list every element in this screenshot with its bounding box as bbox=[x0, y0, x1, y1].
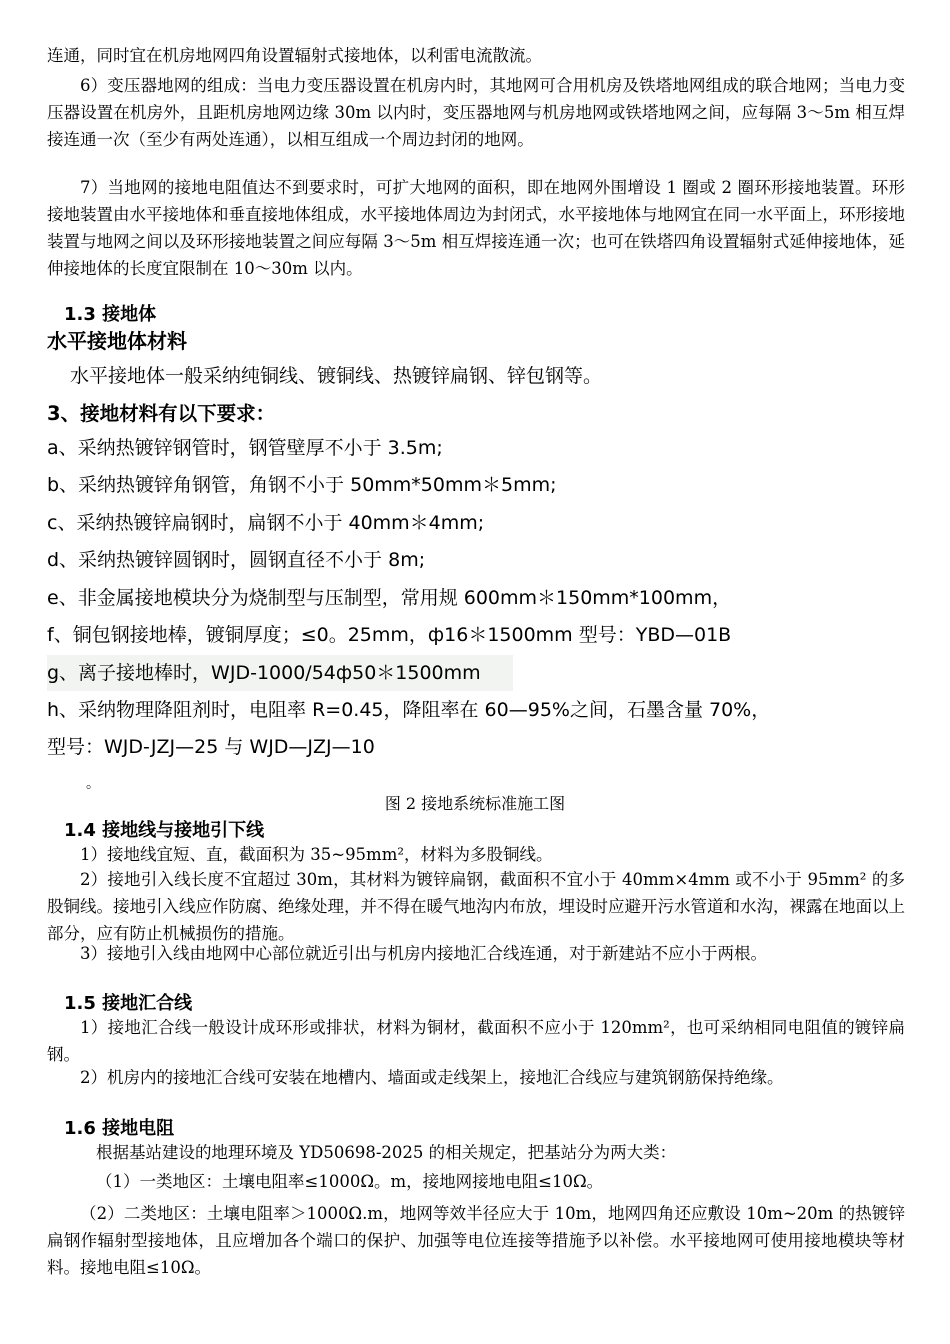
paragraph-lead-in-wire: 2）接地引入线长度不宜超过 30m，其材料为镀锌扁钢，截面积不宜小于 40mm×4mm 或不小于 95mm² 的多股铜线。接地引入线应作防腐、绝缘处理，并不得在暖气地沟内布放，埋设时应避开污水管道和水沟，裸露在地面以上部分，应有防止机械损伤的措施。 bbox=[47, 870, 905, 943]
requirement-item: c、采纳热镀锌扁钢时，扁钢不小于 40mm＊4mm; bbox=[47, 512, 485, 534]
subheading-horizontal-material: 水平接地体材料 bbox=[47, 329, 187, 353]
paragraph-grounding-wire: 1）接地线宜短、直，截面积为 35~95mm²，材料为多股铜线。 bbox=[80, 845, 553, 864]
figure-caption: 图 2 接地系统标准施工图 bbox=[384, 794, 566, 813]
section-heading-1-3: 1.3 接地体 bbox=[64, 304, 157, 325]
section-heading-1-6: 1.6 接地电阻 bbox=[64, 1118, 175, 1139]
paragraph-material: 水平接地体一般采纳纯铜线、镀铜线、热镀锌扁钢、锌包钢等。 bbox=[70, 365, 603, 387]
paragraph-resistance-intro: 根据基站建设的地理环境及 YD50698-2025 的相关规定，把基站分为两大类： bbox=[96, 1143, 677, 1162]
paragraph-intro: 连通，同时宜在机房地网四角设置辐射式接地体，以利雷电流散流。 bbox=[47, 46, 542, 65]
requirement-item: 型号：WJD-JZJ—25 与 WJD—JZJ—10 bbox=[47, 736, 375, 758]
paragraph-class-two: （2）二类地区：土壤电阻率＞1000Ω.m，地网等效半径应大于 10m，地网四角还应敷设 10m~20m 的热镀锌扁钢作辐射型接地体，且应增加各个端口的保护、加强等电位连接等措施予以补偿。水平接地网可使用接地模块等材料。接地电阻≤10Ω。 bbox=[47, 1204, 905, 1277]
requirement-item: f、铜包钢接地棒，镀铜厚度；≤0。25mm，ф16＊1500mm 型号：YBD—01B bbox=[47, 624, 732, 646]
requirement-item: e、非金属接地模块分为烧制型与压制型，常用规 600mm＊150mm*100mm， bbox=[47, 587, 732, 609]
section-heading-1-4: 1.4 接地线与接地引下线 bbox=[64, 820, 265, 841]
requirement-item: g、离子接地棒时，WJD-1000/54ф50＊1500mm bbox=[47, 655, 513, 691]
requirements-title: 3、接地材料有以下要求： bbox=[47, 402, 276, 425]
paragraph-lead-in-connection: 3）接地引入线由地网中心部位就近引出与机房内接地汇合线连通，对于新建站不应小于两根。 bbox=[80, 944, 767, 963]
requirement-item: d、采纳热镀锌圆钢时，圆钢直径不小于 8m; bbox=[47, 549, 426, 571]
requirement-item: h、采纳物理降阻剂时，电阻率 R=0.45，降阻率在 60—95%之间，石墨含量 70%， bbox=[47, 699, 771, 721]
section-heading-1-5: 1.5 接地汇合线 bbox=[64, 993, 193, 1014]
requirement-item: b、采纳热镀锌角钢管，角钢不小于 50mm*50mm＊5mm; bbox=[47, 474, 557, 496]
requirement-item: 。 bbox=[86, 776, 100, 792]
paragraph-bus-bar: 1）接地汇合线一般设计成环形或排状，材料为铜材，截面积不应小于 120mm²，也可采纳相同电阻值的镀锌扁钢。 bbox=[47, 1018, 905, 1064]
paragraph-bus-bar-install: 2）机房内的接地汇合线可安装在地槽内、墙面或走线架上，接地汇合线应与建筑钢筋保持绝缘。 bbox=[80, 1068, 784, 1087]
requirement-item: a、采纳热镀锌钢管时，钢管壁厚不小于 3.5m; bbox=[47, 437, 443, 459]
paragraph-ring-grounding: 7）当地网的接地电阻值达不到要求时，可扩大地网的面积，即在地网外围增设 1 圈或 2 圈环形接地装置。环形接地装置由水平接地体和垂直接地体组成，水平接地体周边为封闭式，水平接地体与地网宜在同一水平面上，环形接地装置与地网之间以及环形接地装置之间应每隔 3～5m 相互焊接连通一次；也可在铁塔四角设置辐射式延伸接地体，延伸接地体的长度宜限制在 10～30m 以内。 bbox=[47, 178, 905, 278]
paragraph-transformer-grounding: 6）变压器地网的组成：当电力变压器设置在机房内时，其地网可合用机房及铁塔地网组成的联合地网；当电力变压器设置在机房外，且距机房地网边缘 30m 以内时，变压器地网与机房地网或铁塔地网之间，应每隔 3～5m 相互焊接连通一次（至少有两处连通），以相互组成一个周边封闭的地网。 bbox=[47, 76, 905, 149]
paragraph-class-one: （1）一类地区：土壤电阻率≤1000Ω。m，接地网接地电阻≤10Ω。 bbox=[96, 1172, 604, 1191]
